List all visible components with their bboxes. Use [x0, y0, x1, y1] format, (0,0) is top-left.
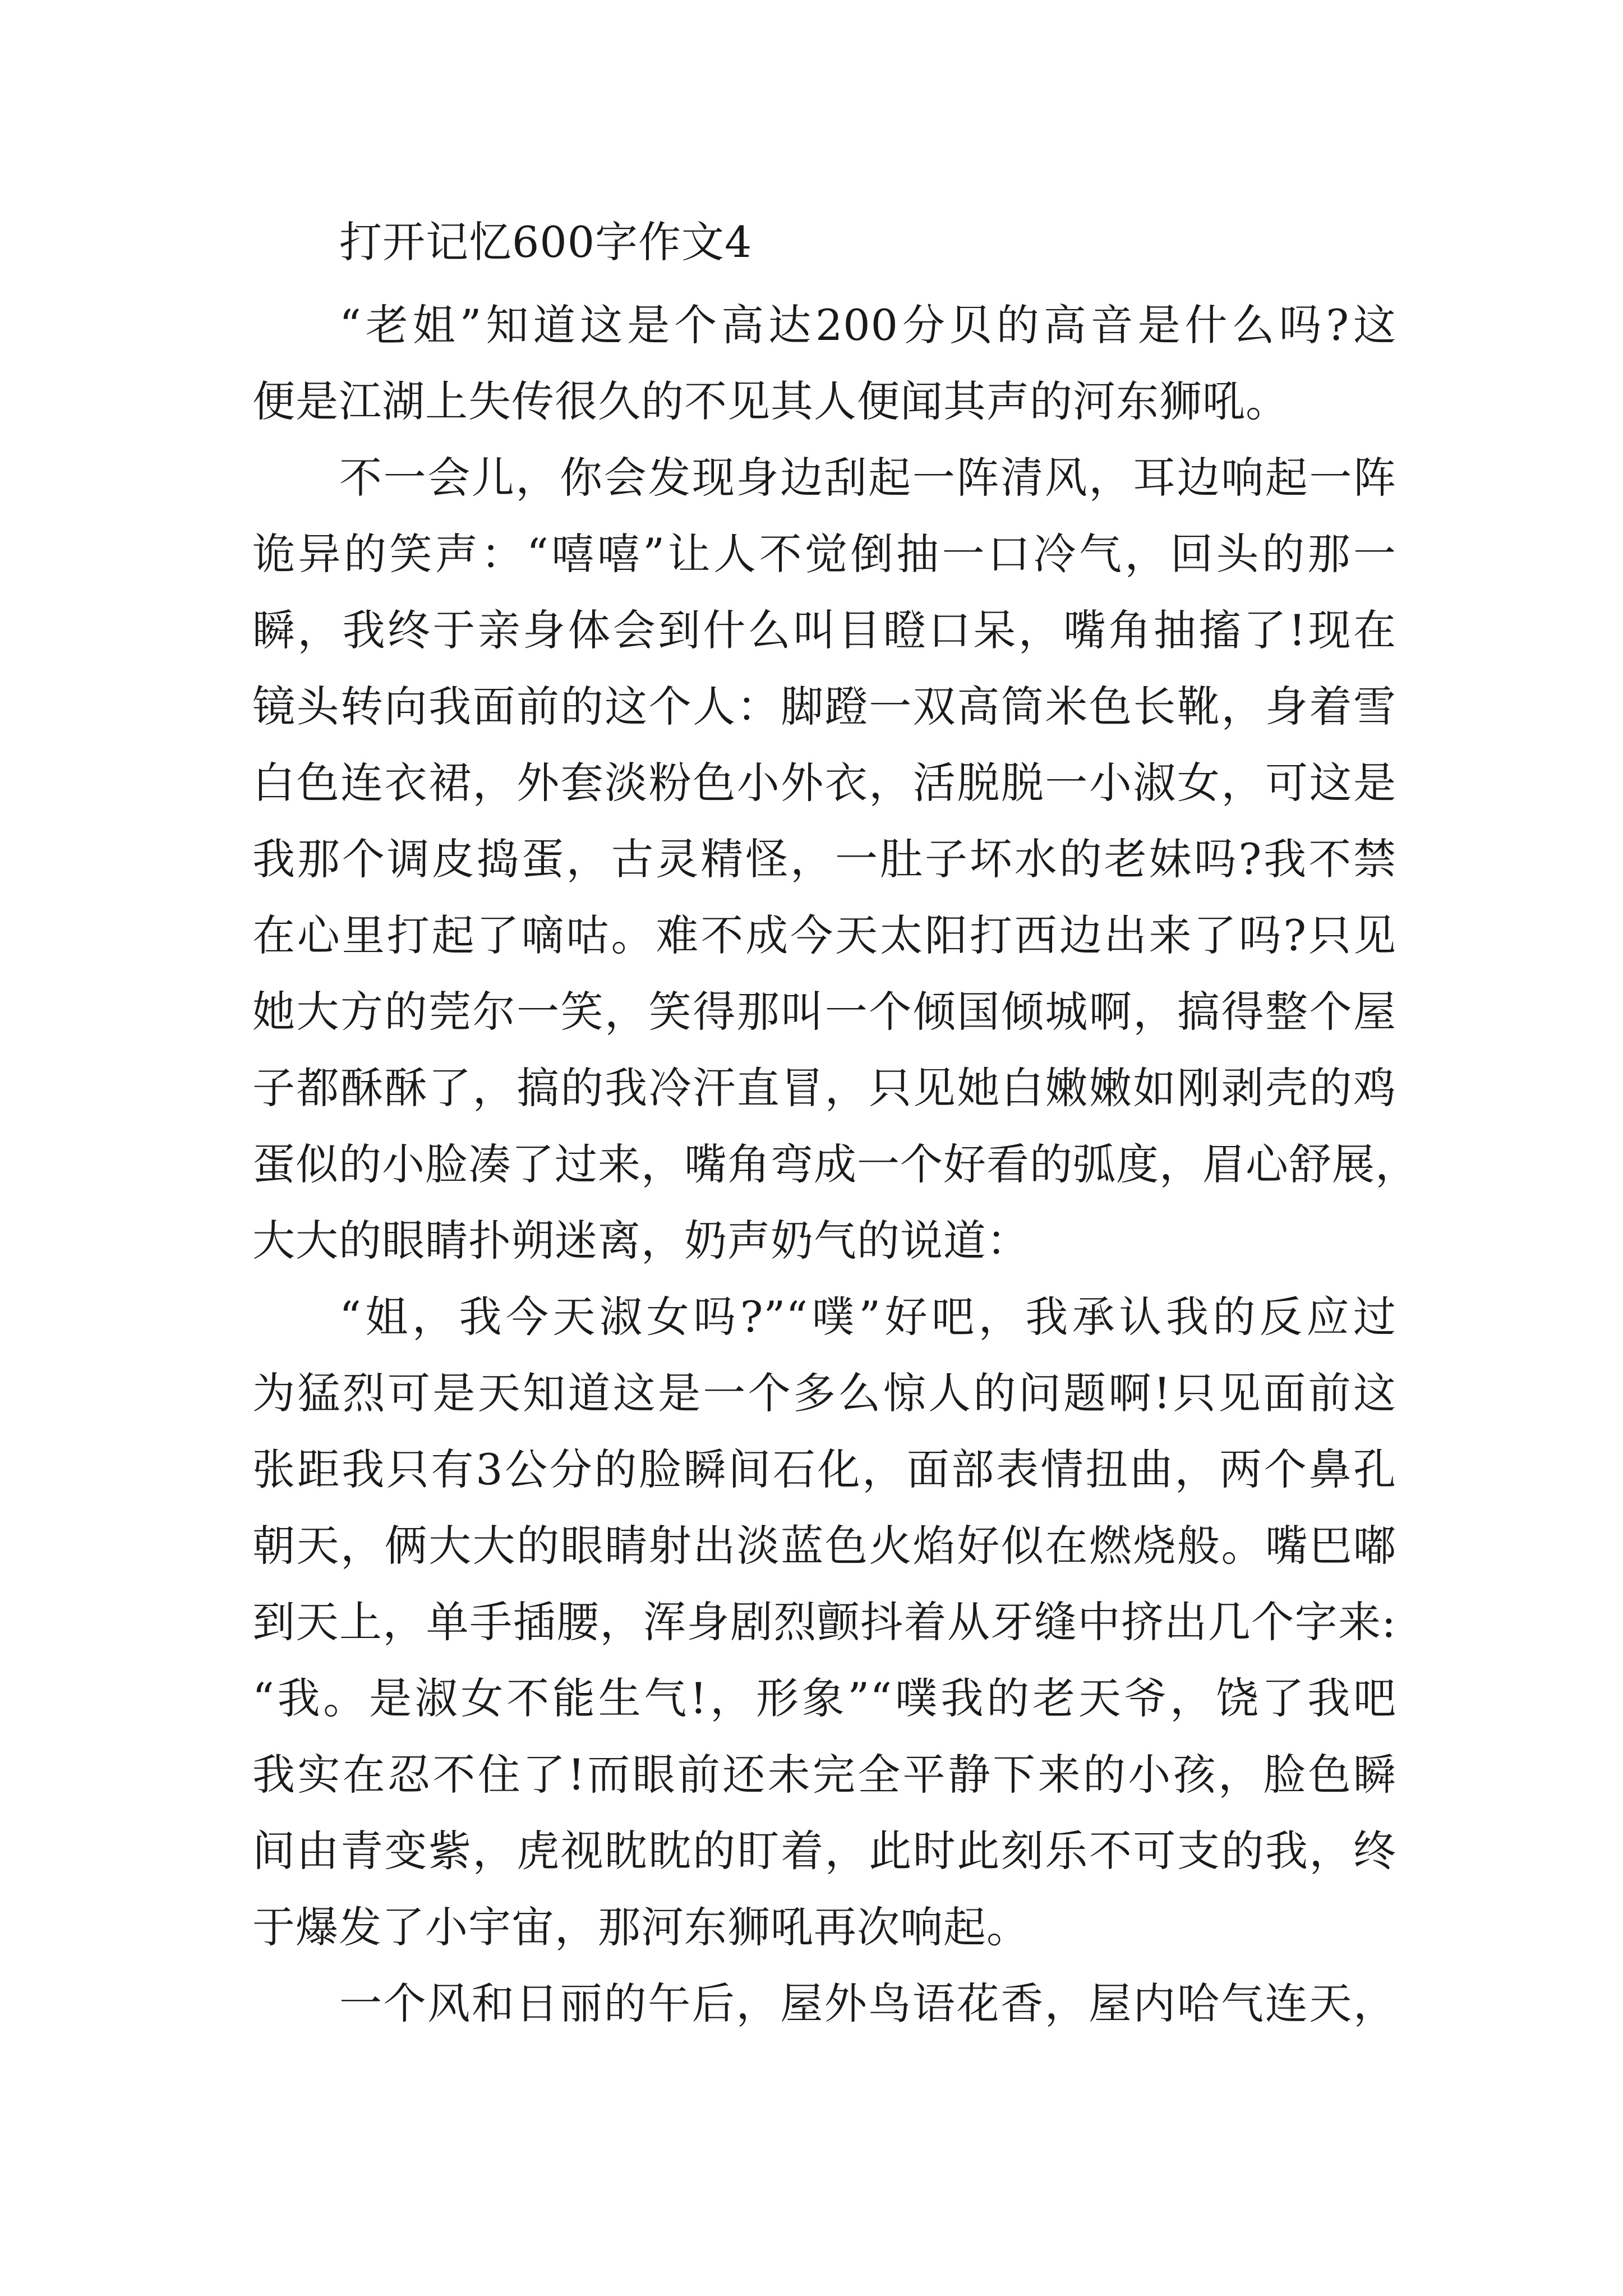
paragraph-line: 到天上，单手插腰，浑身剧烈颤抖着从牙缝中挤出几个字来: — [252, 1597, 1396, 1647]
paragraph-line: 她大方的莞尔一笑，笑得那叫一个倾国倾城啊，搞得整个屋 — [252, 987, 1396, 1037]
paragraph-line: 一个风和日丽的午后，屋外鸟语花香，屋内哈气连天， — [339, 1978, 1396, 2028]
paragraph-line: 瞬，我终于亲身体会到什么叫目瞪口呆，嘴角抽搐了!现在 — [252, 605, 1396, 655]
paragraph-line: 为猛烈可是天知道这是一个多么惊人的问题啊!只见面前这 — [252, 1368, 1396, 1418]
paragraph-line: “我。是淑女不能生气!，形象”“噗我的老天爷，饶了我吧 — [252, 1673, 1396, 1723]
paragraph-line: 诡异的笑声：“嘻嘻”让人不觉倒抽一口冷气，回头的那一 — [252, 529, 1396, 579]
paragraph-line: 在心里打起了嘀咕。难不成今天太阳打西边出来了吗?只见 — [252, 910, 1396, 960]
paragraph-line: 不一会儿，你会发现身边刮起一阵清风，耳边响起一阵 — [339, 453, 1396, 503]
document-title: 打开记忆600字作文4 — [339, 217, 753, 267]
paragraph-line: “姐，我今天淑女吗?”“噗”好吧，我承认我的反应过 — [339, 1292, 1396, 1342]
paragraph-line: 蛋似的小脸凑了过来，嘴角弯成一个好看的弧度，眉心舒展， — [252, 1139, 1418, 1189]
paragraph-line: “老姐”知道这是个高达200分贝的高音是什么吗?这 — [339, 300, 1396, 350]
paragraph-line: 镜头转向我面前的这个人：脚蹬一双高筒米色长靴，身着雪 — [252, 682, 1396, 731]
paragraph-line: 间由青变紫，虎视眈眈的盯着，此时此刻乐不可支的我，终 — [252, 1826, 1396, 1876]
paragraph-line: 大大的眼睛扑朔迷离，奶声奶气的说道： — [252, 1216, 1030, 1266]
paragraph-line: 朝天，俩大大的眼睛射出淡蓝色火焰好似在燃烧般。嘴巴嘟 — [252, 1521, 1396, 1571]
paragraph-line: 于爆发了小宇宙，那河东狮吼再次响起。 — [252, 1902, 1030, 1952]
paragraph-line: 便是江湖上失传很久的不见其人便闻其声的河东狮吼。 — [252, 376, 1289, 426]
paragraph-line: 张距我只有3公分的脸瞬间石化，面部表情扭曲，两个鼻孔 — [252, 1444, 1396, 1494]
paragraph-line: 白色连衣裙，外套淡粉色小外衣，活脱脱一小淑女，可这是 — [252, 758, 1396, 808]
paragraph-line: 我实在忍不住了!而眼前还未完全平静下来的小孩，脸色瞬 — [252, 1750, 1396, 1800]
paragraph-line: 子都酥酥了，搞的我冷汗直冒，只见她白嫩嫩如刚剥壳的鸡 — [252, 1063, 1396, 1113]
paragraph-line: 我那个调皮捣蛋，古灵精怪，一肚子坏水的老妹吗?我不禁 — [252, 834, 1396, 884]
